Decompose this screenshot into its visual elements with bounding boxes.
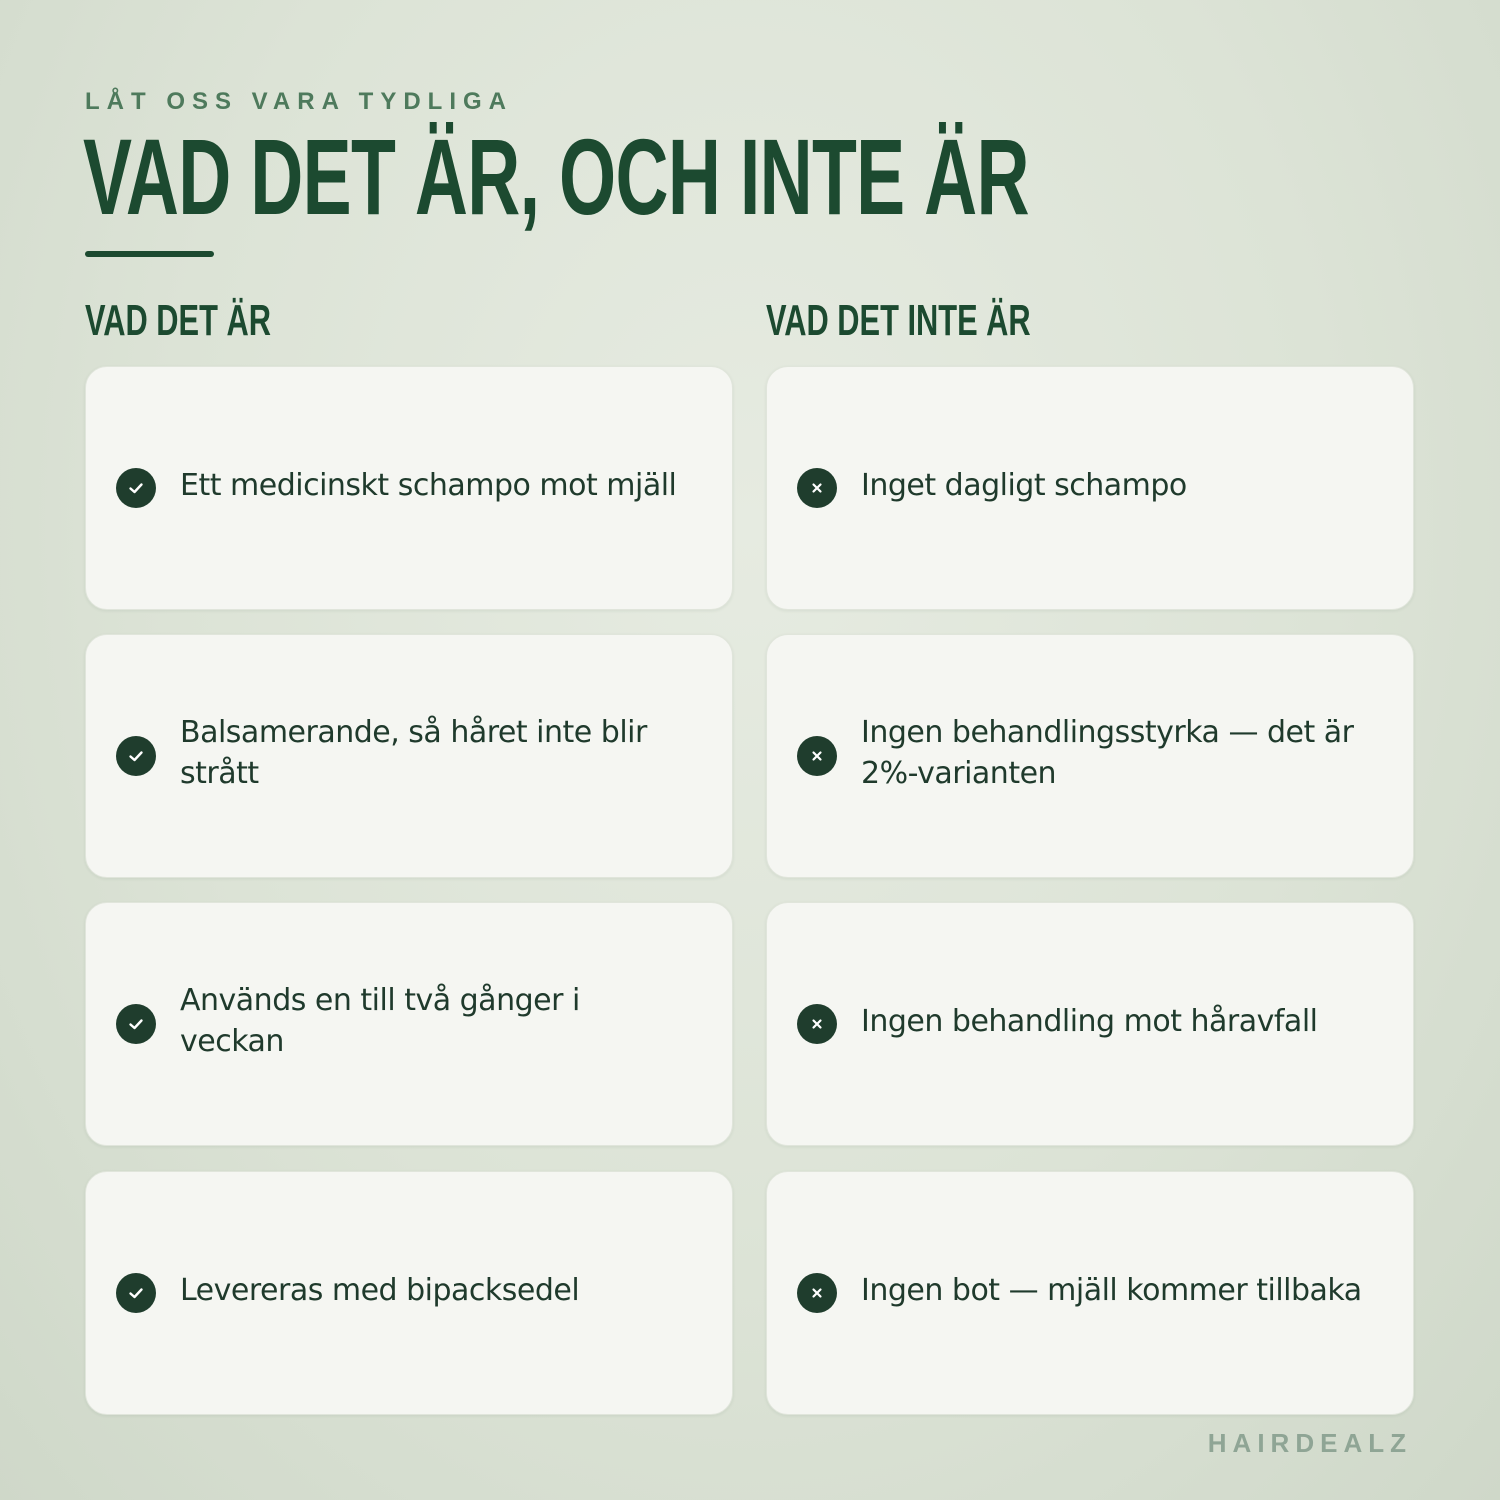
cross-icon [797, 468, 837, 508]
is-card-4 [85, 1171, 733, 1415]
is-not-card-4 [766, 1171, 1414, 1415]
cross-icon [797, 1273, 837, 1313]
is-item-text: Levereras med bipacksedel [180, 1272, 580, 1308]
column-heading-is: VAD DET ÄR [85, 296, 271, 345]
is-item-text: Används en till två gånger i veckan [180, 983, 580, 1059]
is-not-item-text: Ingen behandling mot håravfall [861, 1003, 1318, 1039]
is-card-2 [85, 634, 733, 878]
is-not-card-3 [766, 902, 1414, 1146]
is-not-item-text: Inget dagligt schampo [861, 467, 1187, 503]
check-icon [116, 1004, 156, 1044]
is-card-1 [85, 366, 733, 610]
check-icon [116, 736, 156, 776]
page-title: VAD DET ÄR, OCH INTE ÄR [83, 116, 1029, 237]
is-not-card-1 [766, 366, 1414, 610]
is-not-item-text: Ingen bot — mjäll kommer tillbaka [861, 1272, 1362, 1308]
is-not-item-text: Ingen behandlingsstyrka — det är 2%-varianten [861, 715, 1354, 791]
is-not-card-2 [766, 634, 1414, 878]
eyebrow: LÅT OSS VARA TYDLIGA [85, 88, 513, 115]
check-icon [116, 1273, 156, 1313]
cross-icon [797, 736, 837, 776]
check-icon [116, 468, 156, 508]
column-heading-is-not: VAD DET INTE ÄR [766, 296, 1031, 345]
cross-icon [797, 1004, 837, 1044]
is-item-text: Balsamerande, så håret inte blir strått [180, 715, 647, 791]
is-card-3 [85, 902, 733, 1146]
is-item-text: Ett medicinskt schampo mot mjäll [180, 467, 677, 503]
title-underline [85, 251, 214, 257]
brand-logo: HAIRDEALZ [1207, 1428, 1412, 1458]
